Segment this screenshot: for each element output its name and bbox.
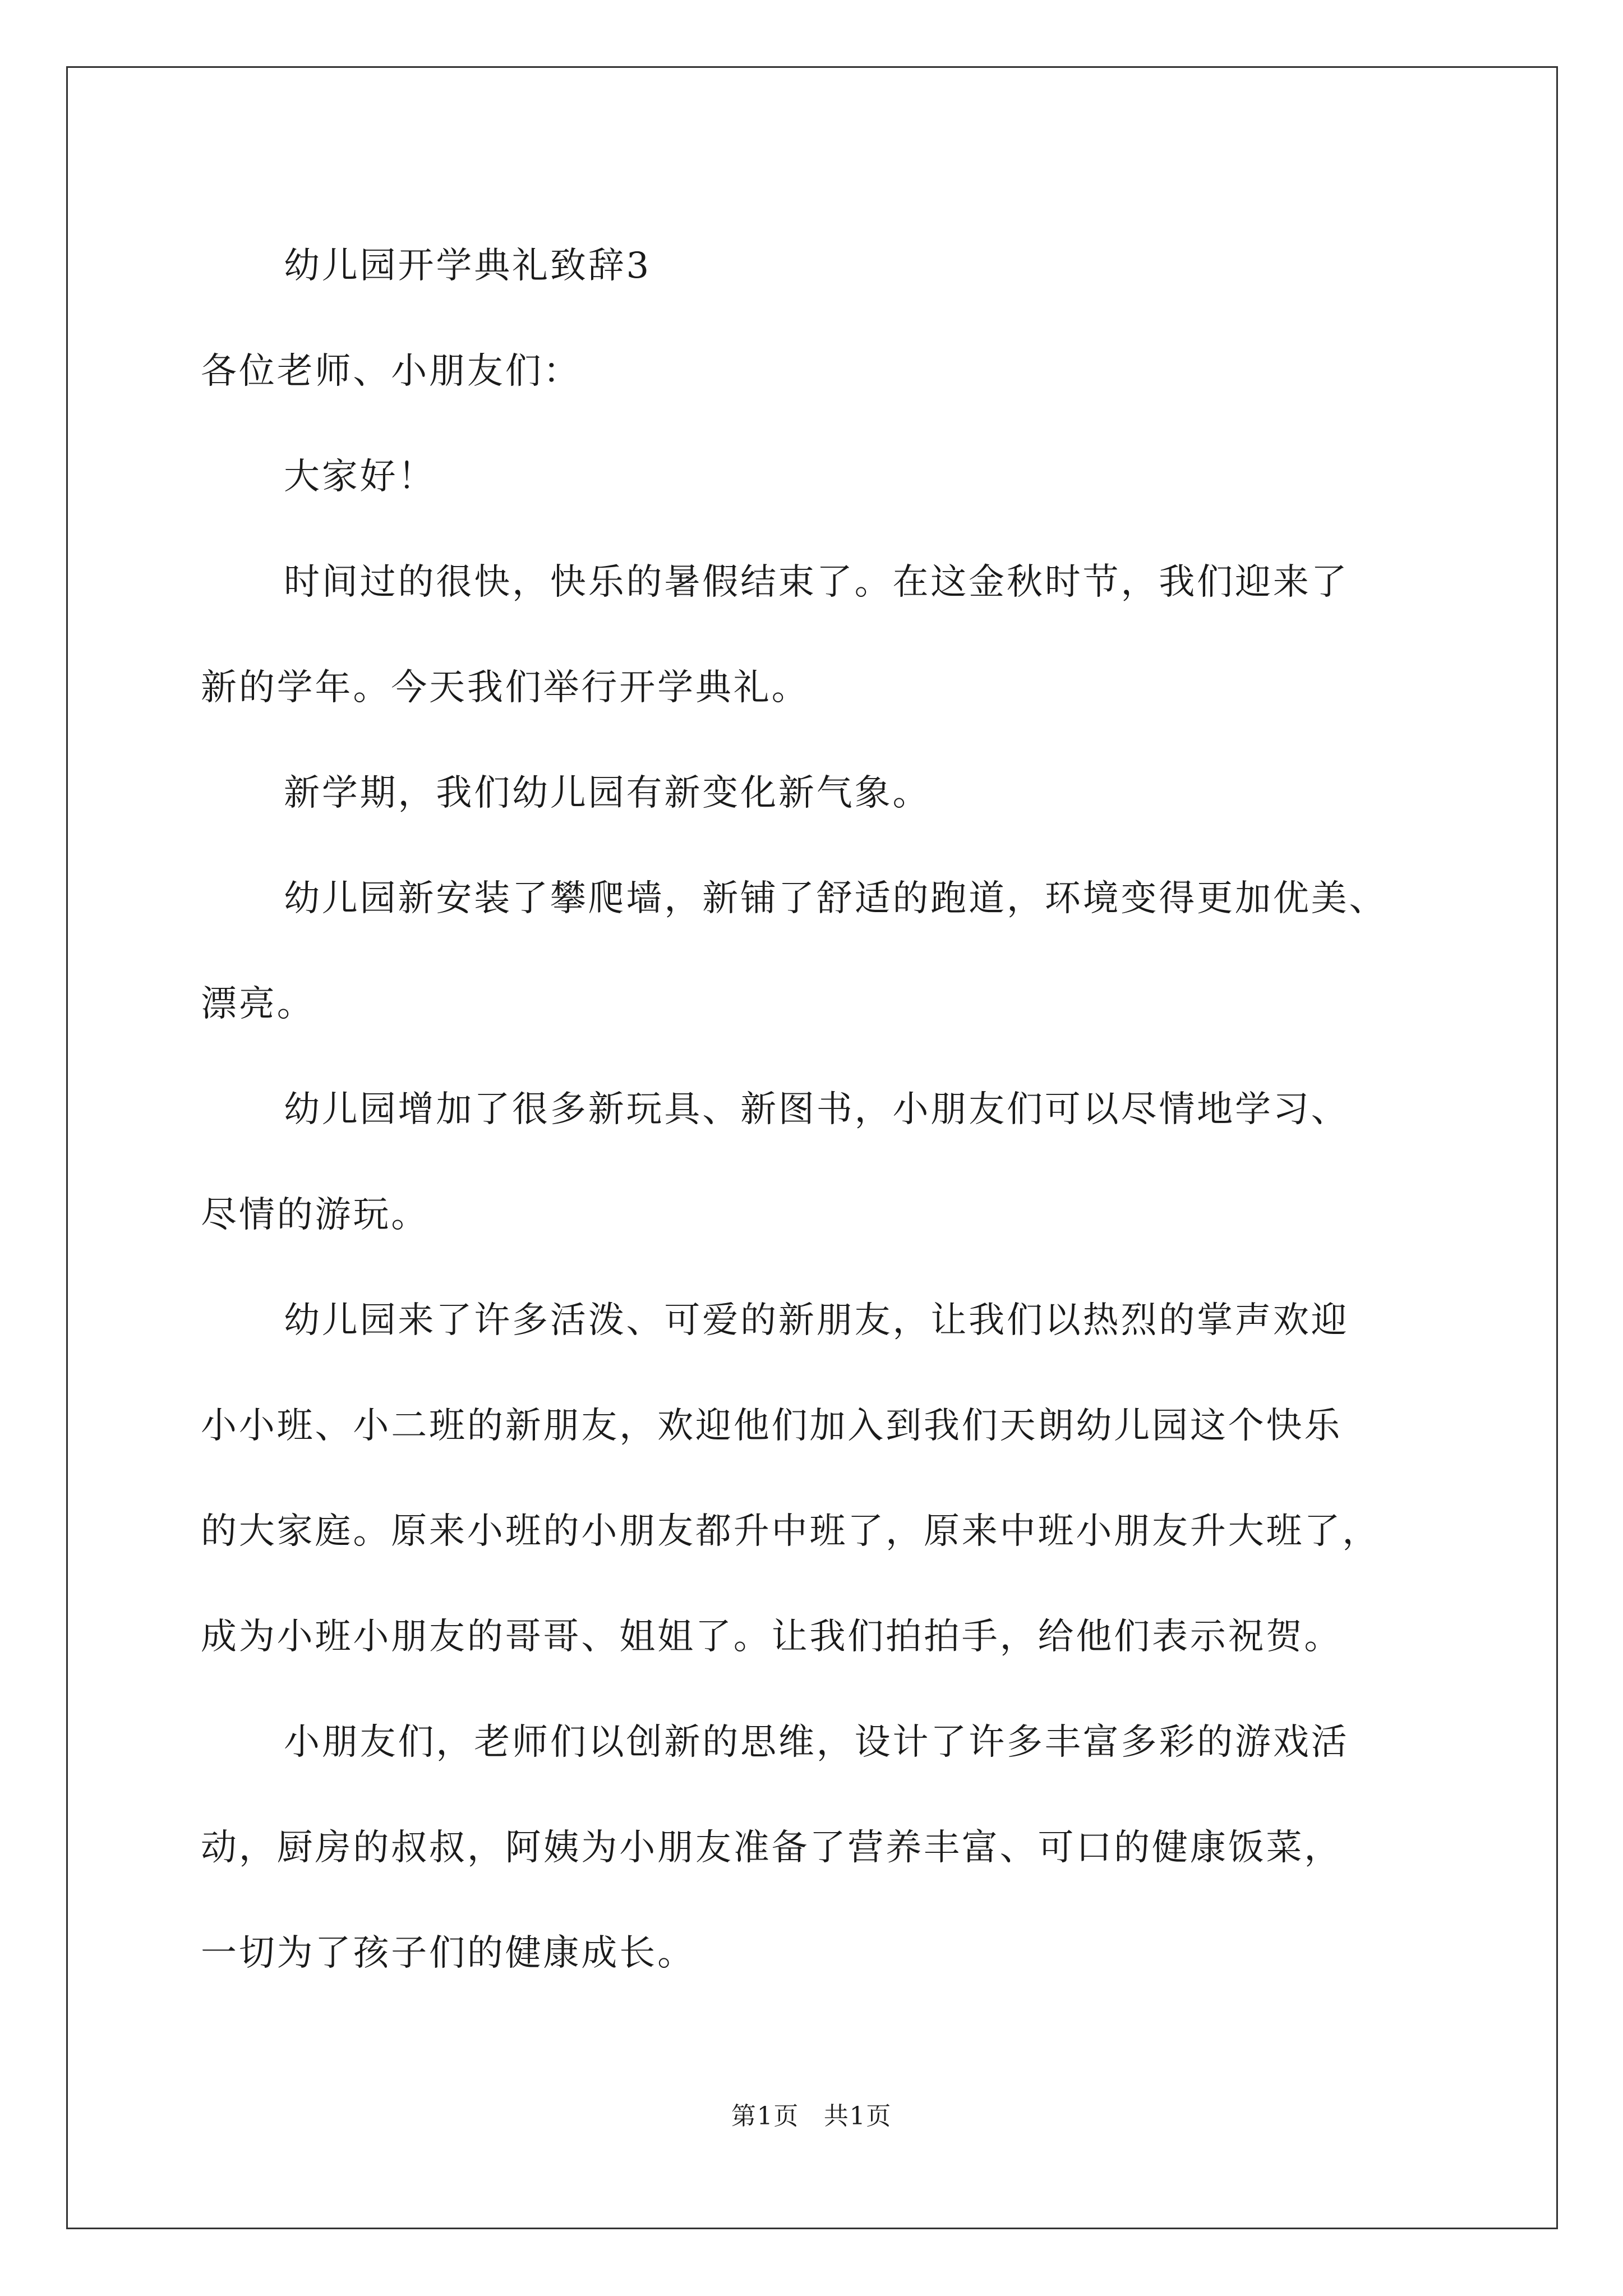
paragraph-line: 成为小班小朋友的哥哥、姐姐了。让我们拍拍手，给他们表示祝贺。 <box>201 1616 1343 1658</box>
paragraph-line: 动，厨房的叔叔，阿姨为小朋友准备了营养丰富、可口的健康饭菜， <box>201 1827 1343 1869</box>
paragraph-line: 一切为了孩子们的健康成长。 <box>201 1932 695 1974</box>
document-title: 幼儿园开学典礼致辞3 <box>284 245 652 287</box>
paragraph-4 <box>201 1057 1440 1268</box>
document-body <box>201 213 1440 2006</box>
paragraph-line: 幼儿园增加了很多新玩具、新图书，小朋友们可以尽情地学习、 <box>284 1089 1349 1130</box>
page-footer <box>0 2101 1623 2132</box>
paragraph-line: 时间过的很快，快乐的暑假结束了。在这金秋时节，我们迎来了 <box>284 562 1349 603</box>
paragraph-line: 新学期，我们幼儿园有新变化新气象。 <box>284 772 931 814</box>
salutation: 各位老师、小朋友们： <box>201 351 582 392</box>
paragraph-line: 漂亮。 <box>201 983 315 1025</box>
paragraph-line: 尽情的游玩。 <box>201 1194 430 1236</box>
page-number: 第1页 <box>731 2102 800 2131</box>
paragraph-3 <box>201 846 1440 1057</box>
paragraph-6 <box>201 1690 1440 2006</box>
page-total: 共1页 <box>823 2102 892 2131</box>
paragraph-line: 小朋友们，老师们以创新的思维，设计了许多丰富多彩的游戏活 <box>284 1722 1349 1763</box>
paragraph-line: 的大家庭。原来小班的小朋友都升中班了，原来中班小朋友升大班了， <box>201 1511 1381 1552</box>
greeting: 大家好！ <box>284 456 436 498</box>
paragraph-2 <box>201 740 1440 846</box>
paragraph-5 <box>201 1268 1440 1690</box>
paragraph-1 <box>201 530 1440 740</box>
paragraph-line: 幼儿园新安装了攀爬墙，新铺了舒适的跑道，环境变得更加优美、 <box>284 878 1387 919</box>
paragraph-line: 新的学年。今天我们举行开学典礼。 <box>201 667 810 708</box>
paragraph-line: 幼儿园来了许多活泼、可爱的新朋友，让我们以热烈的掌声欢迎 <box>284 1300 1349 1341</box>
paragraph-line: 小小班、小二班的新朋友，欢迎他们加入到我们天朗幼儿园这个快乐 <box>201 1405 1343 1447</box>
